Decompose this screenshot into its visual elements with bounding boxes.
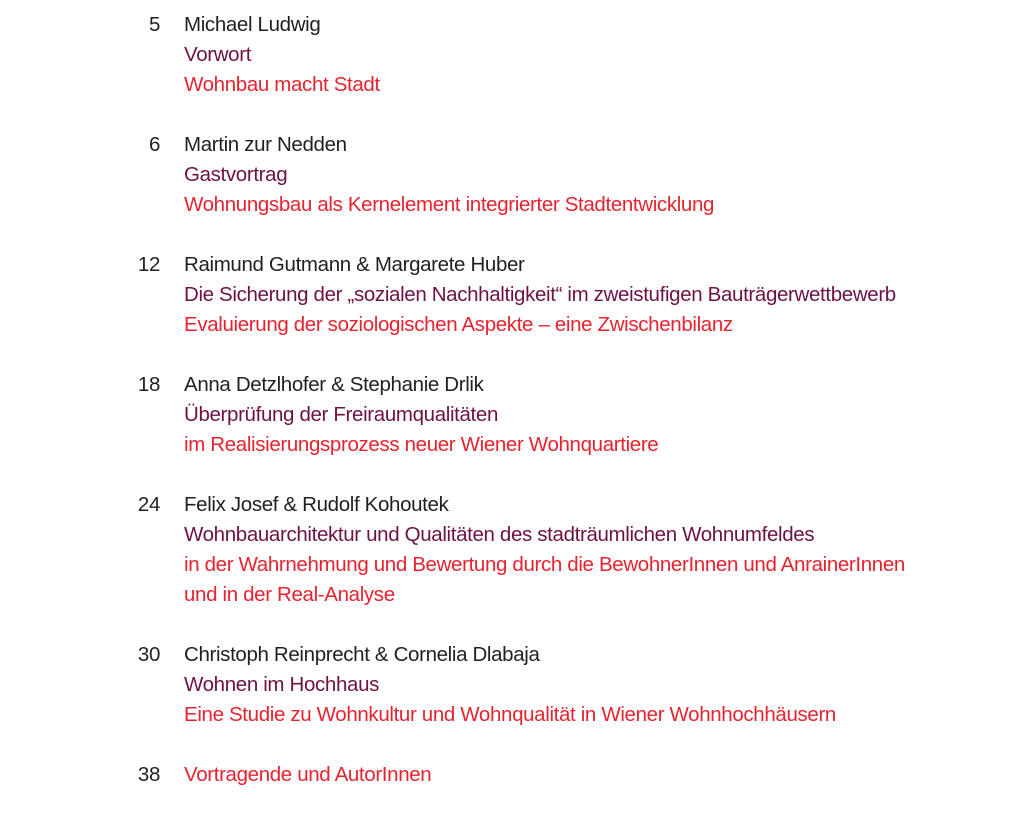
entry-author: Anna Detzlhofer & Stephanie Drlik (184, 373, 484, 396)
toc-entry (0, 370, 1024, 460)
entry-author: Raimund Gutmann & Margarete Huber (184, 253, 525, 276)
toc-entry (0, 640, 1024, 730)
page-number: 6 (148, 133, 160, 156)
entry-author: Felix Josef & Rudolf Kohoutek (184, 493, 449, 516)
entry-title: Wohnbauarchitektur und Qualitäten des stadträumlichen Wohnumfeldes (184, 523, 815, 546)
page-number: 30 (137, 643, 160, 666)
entry-subtitle: Wohnbau macht Stadt (184, 73, 380, 96)
page-number: 38 (137, 763, 160, 786)
entry-subtitle: im Realisierungsprozess neuer Wiener Wohnquartiere (184, 433, 659, 456)
page-number: 5 (148, 13, 160, 36)
page-number: 24 (137, 493, 160, 516)
entry-subtitle: in der Wahrnehmung und Bewertung durch die BewohnerInnen und AnrainerInnen (184, 553, 905, 576)
entry-subtitle: Eine Studie zu Wohnkultur und Wohnqualität in Wiener Wohnhochhäusern (184, 703, 836, 726)
entry-author: Michael Ludwig (184, 13, 321, 36)
toc-entry (0, 490, 1024, 610)
entry-title: Gastvortrag (184, 163, 288, 186)
entry-subtitle: Evaluierung der soziologischen Aspekte – eine Zwischenbilanz (184, 313, 733, 336)
table-of-contents (0, 10, 1024, 820)
entry-title: Vorwort (184, 43, 252, 66)
toc-entry (0, 130, 1024, 220)
entry-title: Die Sicherung der „sozialen Nachhaltigkeit“ im zweistufigen Bauträgerwettbewerb (184, 283, 896, 306)
entry-subtitle: und in der Real-Analyse (184, 583, 395, 606)
toc-entry (0, 10, 1024, 100)
page-number: 18 (137, 373, 160, 396)
entry-title: Überprüfung der Freiraumqualitäten (184, 403, 498, 426)
toc-entry (0, 250, 1024, 340)
toc-entry (0, 760, 1024, 790)
entry-subtitle: Vortragende und AutorInnen (184, 763, 432, 786)
entry-author: Christoph Reinprecht & Cornelia Dlabaja (184, 643, 540, 666)
page-number: 12 (137, 253, 160, 276)
entry-subtitle: Wohnungsbau als Kernelement integrierter Stadtentwicklung (184, 193, 715, 216)
entry-author: Martin zur Nedden (184, 133, 347, 156)
entry-title: Wohnen im Hochhaus (184, 673, 380, 696)
